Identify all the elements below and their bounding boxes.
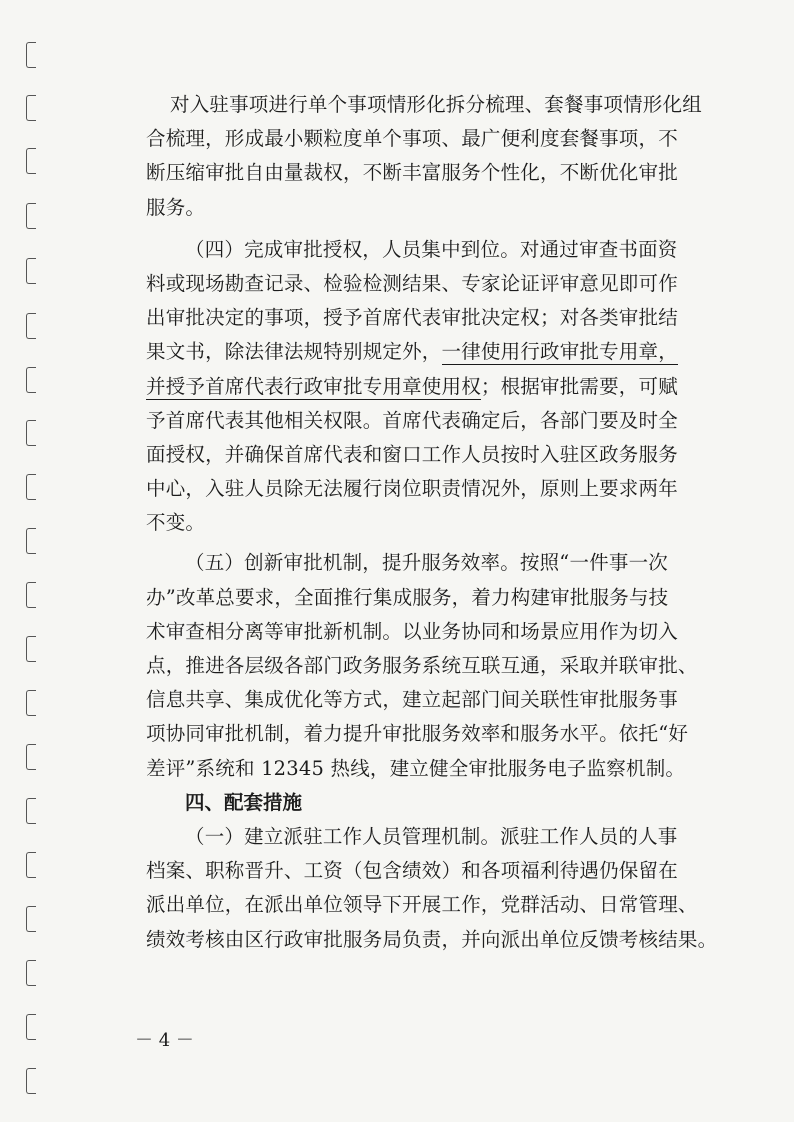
- text-line: 出审批决定的事项，授予首席代表审批决定权；对各类审批结: [146, 306, 678, 330]
- text-line: 档案、职称晋升、工资（包含绩效）和各项福利待遇仍保留在: [146, 859, 678, 883]
- binding-hole: [26, 528, 36, 554]
- binding-hole: [26, 148, 36, 174]
- binding-hole: [26, 474, 36, 500]
- binding-hole: [26, 367, 36, 393]
- text-line: 中心，入驻人员除无法履行岗位职责情况外，原则上要求两年: [146, 477, 678, 501]
- binding-hole: [26, 636, 36, 662]
- text-line: 术审查相分离等审批新机制。以业务协同和场景应用作为切入: [146, 619, 678, 643]
- text-line: 点，推进各层级各部门政务服务系统互联互通，采取并联审批、: [146, 654, 698, 677]
- binding-hole: [26, 95, 36, 121]
- text-line: 不变。: [146, 511, 206, 535]
- binding-hole: [26, 420, 36, 446]
- text-line: [146, 370, 726, 404]
- text-line: 断压缩审批自由量裁权，不断丰富服务个性化，不断优化审批: [146, 161, 678, 185]
- text-line: 派出单位，在派出单位领导下开展工作，党群活动、日常管理、: [146, 893, 698, 917]
- text-line: 面授权，并确保首席代表和窗口工作人员按时入驻区政务服务: [146, 442, 678, 466]
- text-line: （五）创新审批机制，提升服务效率。按照“一件事一次: [185, 551, 668, 575]
- binding-hole: [26, 744, 36, 770]
- text-line: 绩效考核由区行政审批服务局负责，并向派出单位反馈考核结果。: [146, 927, 718, 951]
- binding-hole: [26, 960, 36, 986]
- text-line: 服务。: [146, 195, 206, 219]
- text-line: （一）建立派驻工作人员管理机制。派驻工作人员的人事: [185, 824, 678, 848]
- text-line: 予首席代表其他相关权限。首席代表确定后，各部门要及时全: [146, 408, 678, 432]
- text-segment: 果文书，除法律法规特别规定外，: [146, 340, 442, 364]
- binding-hole: [26, 1068, 36, 1094]
- binding-hole: [26, 906, 36, 932]
- paragraph: [146, 88, 726, 225]
- binding-hole: [26, 258, 36, 284]
- handwritten-underline: 并授予首席代表行政审批专用章使用权: [146, 374, 481, 398]
- paragraph: [146, 546, 726, 785]
- text-line: 合梳理，形成最小颗粒度单个事项、最广便利度套餐事项，不: [146, 127, 678, 151]
- handwritten-underline: 一律使用行政审批专用章，: [441, 340, 678, 364]
- binding-hole: [26, 852, 36, 878]
- binding-hole: [26, 582, 36, 608]
- text-line: 料或现场勘查记录、检验检测结果、专家论证评审意见即可作: [146, 271, 678, 295]
- page-number: － 4 －: [135, 1030, 194, 1051]
- document-body: [146, 88, 726, 957]
- binding-hole: [26, 798, 36, 824]
- binding-hole: [26, 42, 36, 68]
- binding-hole: [26, 203, 36, 229]
- text-line: [146, 335, 726, 369]
- text-line: 信息共享、集成优化等方式，建立起部门间关联性审批服务事: [146, 688, 678, 712]
- text-segment: ；根据审批需要，可赋: [480, 374, 678, 398]
- paragraph: [146, 233, 726, 541]
- text-line: 项协同审批机制，着力提升审批服务效率和服务水平。依托“好: [146, 722, 689, 746]
- text-line: （四）完成审批授权，人员集中到位。对通过审查书面资: [185, 237, 678, 261]
- text-line: 对入驻事项进行单个事项情形化拆分梳理、套餐事项情形化组: [170, 93, 702, 116]
- binding-holes: [0, 0, 60, 1122]
- text-line: 办”改革总要求，全面推行集成服务，着力构建审批服务与技: [146, 585, 669, 609]
- text-line: 差评”系统和 12345 热线，建立健全审批服务电子监察机制。: [146, 756, 686, 780]
- binding-hole: [26, 690, 36, 716]
- paragraph: [146, 820, 726, 957]
- binding-hole: [26, 313, 36, 339]
- section-heading: 四、配套措施: [185, 790, 303, 814]
